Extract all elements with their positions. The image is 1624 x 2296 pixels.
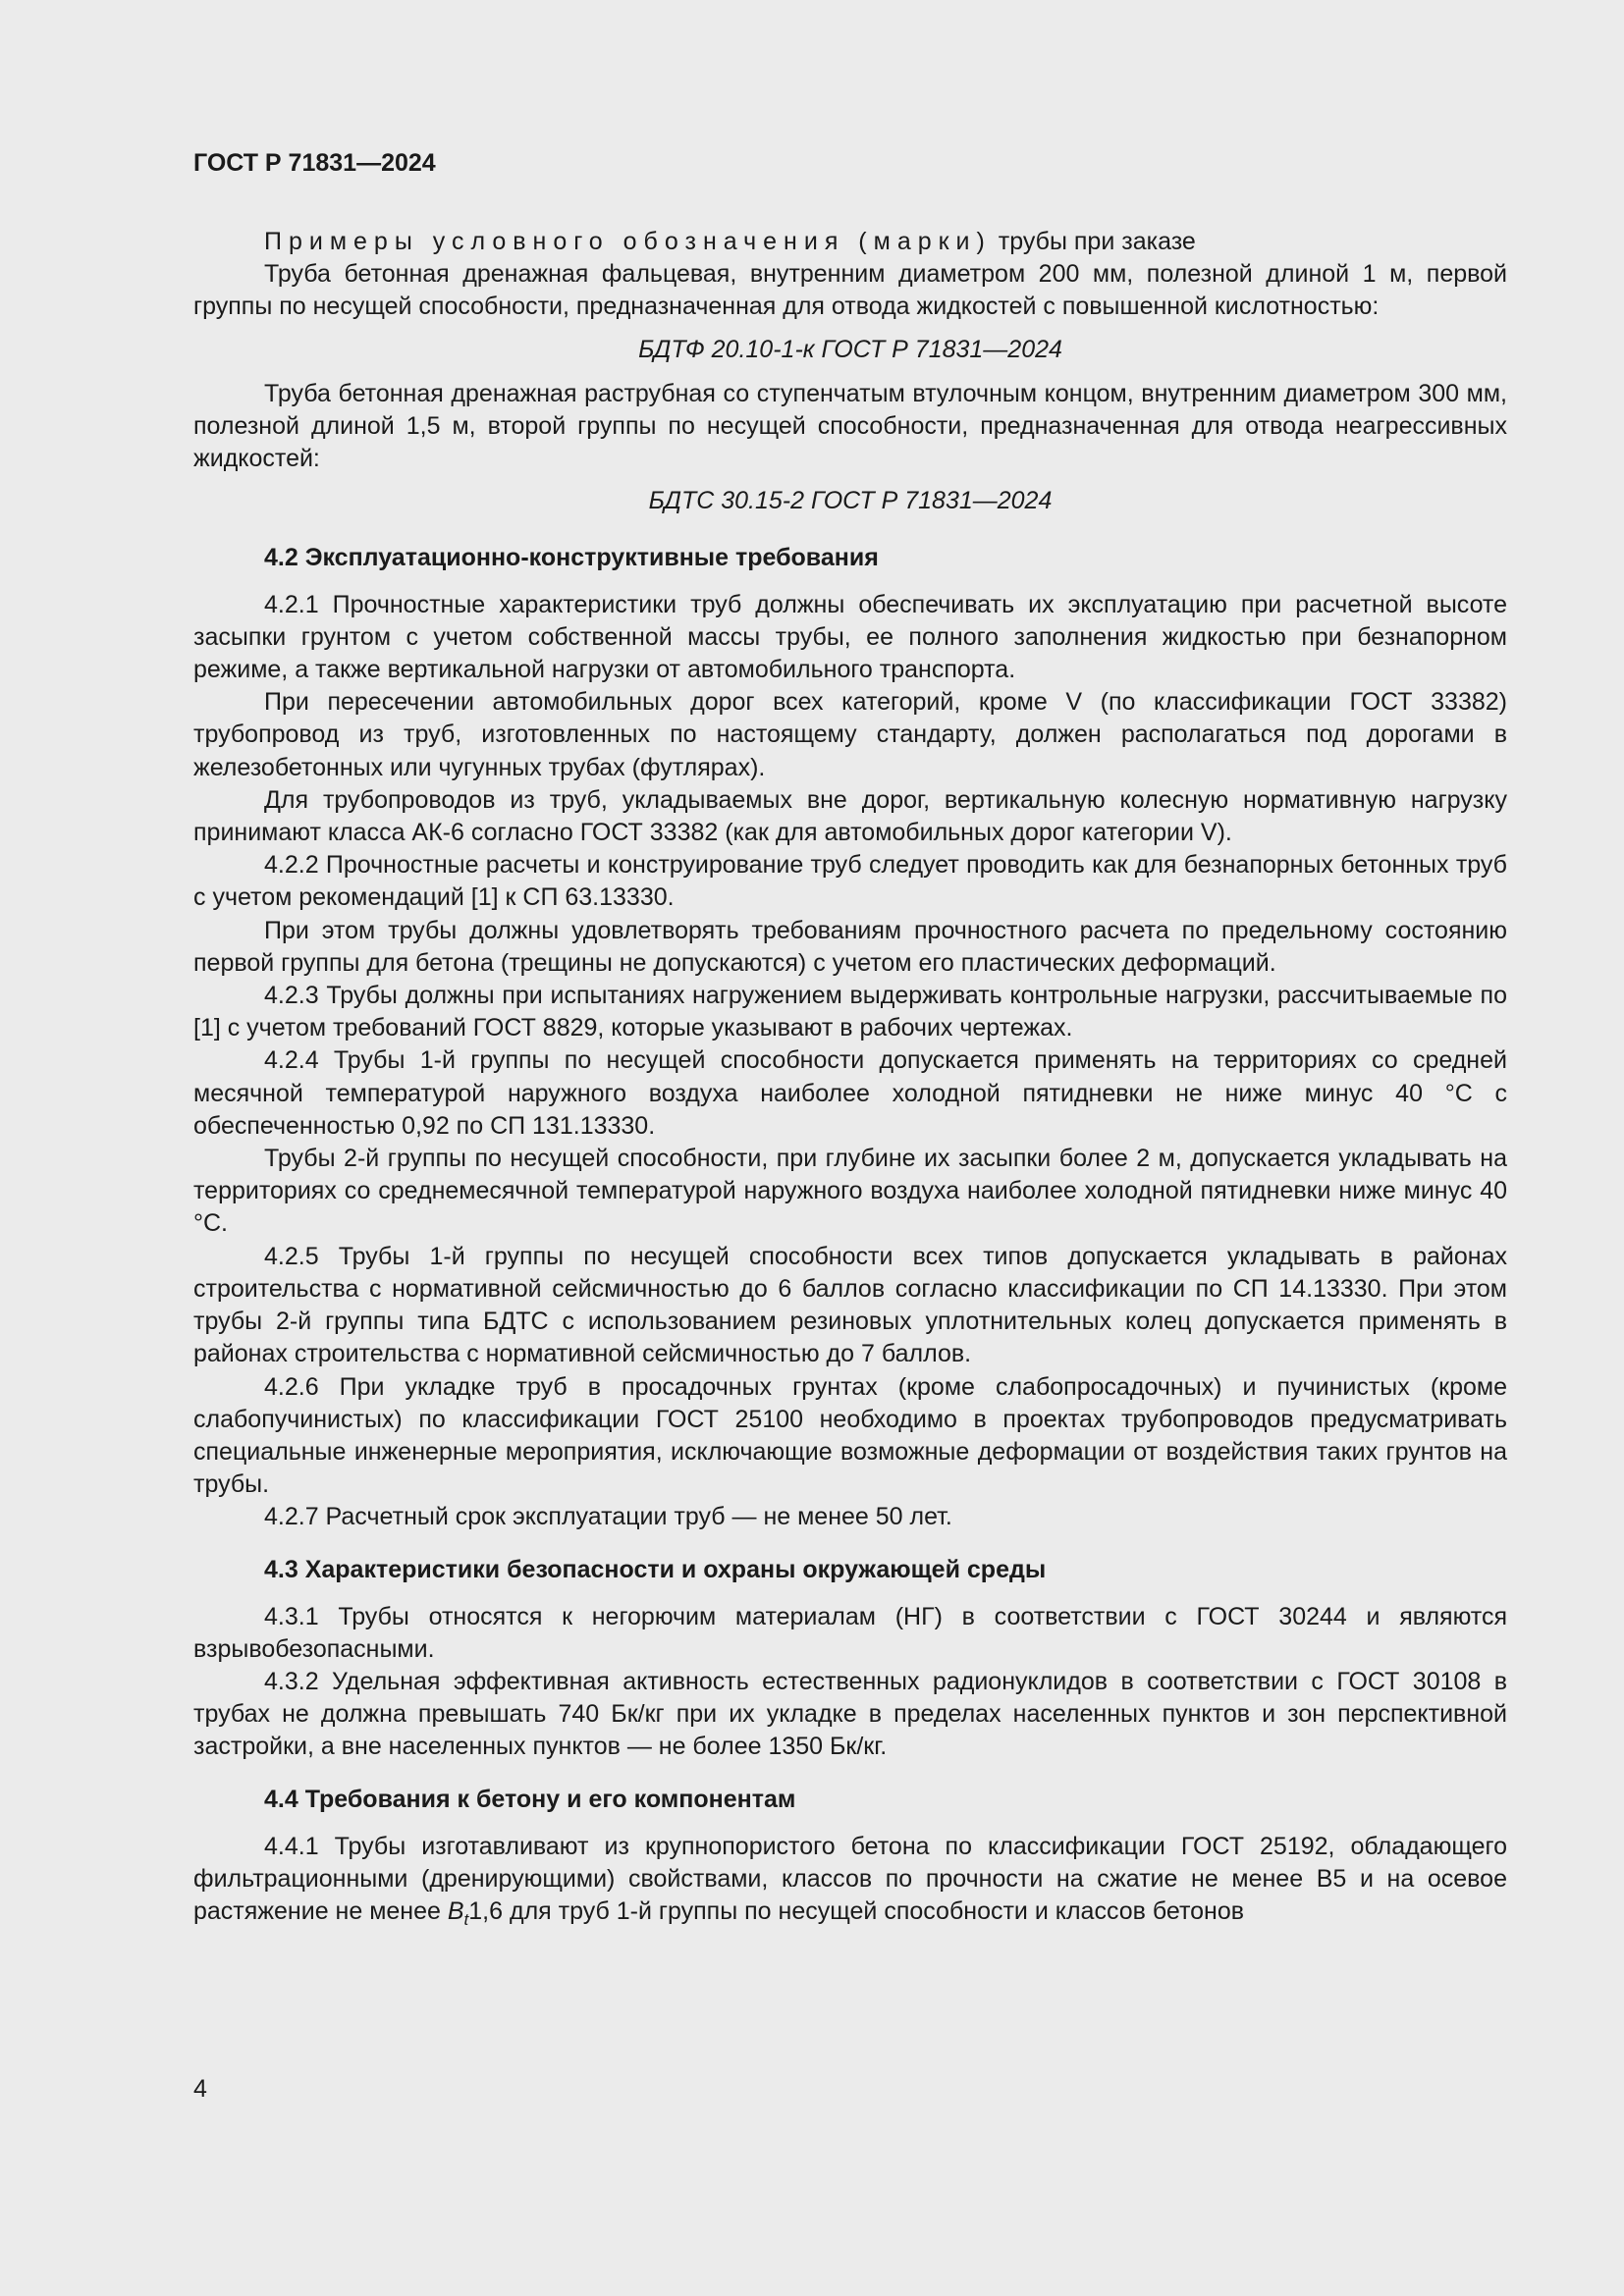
page-number: 4 bbox=[193, 2075, 207, 2103]
paragraph-4-2-4-b: Трубы 2-й группы по несущей способности, при глубине их засыпки более 2 м, допускается укладывать на территориях со среднемесячной температурой наружного воздуха наиболее холодной пятидневки ниже минус 40 °С. bbox=[193, 1145, 1507, 1238]
paragraph-4-2-1: 4.2.1 Прочностные характеристики труб должны обеспечивать их эксплуатацию при расчетной высоте засыпки грунтом с учетом собственной массы трубы, ее полного заполнения жидкостью при безнапорном режиме, а также вертикальной нагрузки от автомобильного транспорта. bbox=[193, 590, 1507, 684]
paragraph-4-4-1 bbox=[193, 1831, 1507, 1929]
example-2-mark: БДТС 30.15-2 ГОСТ Р 71831—2024 bbox=[648, 487, 1053, 515]
paragraph-4-2-5: 4.2.5 Трубы 1-й группы по несущей способности всех типов допускается укладывать в районах строительства с нормативной сейсмичностью до 6 баллов согласно классификации по СП 14.13330. При этом трубы 2-й группы типа БДТС с использованием резиновых уплотнительных колец допускается применять в районах строительства с нормативной сейсмичностью до 7 баллов. bbox=[193, 1242, 1507, 1368]
paragraph-4-2-7: 4.2.7 Расчетный срок эксплуатации труб — не менее 50 лет. bbox=[264, 1503, 952, 1531]
paragraph-4-3-2: 4.3.2 Удельная эффективная активность естественных радионуклидов в соответствии с ГОСТ 30108 в трубах не должна превышать 740 Бк/кг при их укладке в пределах населенных пунктов и зон перспективной застройки, а вне населенных пунктов — не более 1350 Бк/кг. bbox=[193, 1667, 1507, 1761]
examples-title-spaced: Примеры условного обозначения (марки) bbox=[264, 228, 992, 255]
paragraph-4-2-6: 4.2.6 При укладке труб в просадочных грунтах (кроме слабопросадочных) и пучинистых (кроме слабопучинистых) по классификации ГОСТ 25100 необходимо в проектах трубопроводов предусматривать специальные инженерные мероприятия, исключающие возможные деформации от воздействия таких грунтов на трубы. bbox=[193, 1372, 1507, 1499]
tensile-class-symbol: B bbox=[447, 1896, 464, 1925]
paragraph-4-2-1-b: При пересечении автомобильных дорог всех категорий, кроме V (по классификации ГОСТ 33382) трубопровод из труб, изготовленных по настоящему стандарту, должен располагаться под дорогами в железобетонных или чугунных трубах (футлярах). bbox=[193, 688, 1507, 781]
example-1-text: Труба бетонная дренажная фальцевая, внутренним диаметром 200 мм, полезной длиной 1 м, первой группы по несущей способности, предназначенная для отвода жидкостей с повышенной кислотностью: bbox=[193, 260, 1507, 321]
paragraph-4-3-1: 4.3.1 Трубы относятся к негорючим материалам (НГ) в соответствии с ГОСТ 30244 и являются взрывобезопасными. bbox=[193, 1602, 1507, 1663]
example-2-text: Труба бетонная дренажная раструбная со ступенчатым втулочным концом, внутренним диаметром 300 мм, полезной длиной 1,5 м, второй группы по несущей способности, предназначенная для отвода неагрессивных жидкостей: bbox=[193, 379, 1507, 473]
paragraph-4-2-4: 4.2.4 Трубы 1-й группы по несущей способности допускается применять на территориях со средней месячной температурой наружного воздуха наиболее холодной пятидневки не ниже минус 40 °С с обеспеченностью 0,92 по СП 131.13330. bbox=[193, 1046, 1507, 1140]
example-1-mark: БДТФ 20.10-1-к ГОСТ Р 71831—2024 bbox=[638, 335, 1062, 363]
paragraph-4-2-2: 4.2.2 Прочностные расчеты и конструирование труб следует проводить как для безнапорных бетонных труб с учетом рекомендаций [1] к СП 63.13330. bbox=[193, 851, 1507, 912]
paragraph-4-2-1-c: Для трубопроводов из труб, укладываемых вне дорог, вертикальную колесную нормативную нагрузку принимают класса АК-6 согласно ГОСТ 33382 (как для автомобильных дорог категории V). bbox=[193, 785, 1507, 847]
paragraph-4-2-3: 4.2.3 Трубы должны при испытаниях нагружением выдерживать контрольные нагрузки, рассчитываемые по [1] с учетом требований ГОСТ 8829, которые указывают в рабочих чертежах. bbox=[193, 982, 1507, 1042]
document-header: ГОСТ Р 71831—2024 bbox=[193, 149, 436, 177]
section-heading-4-4: 4.4 Требования к бетону и его компонентам bbox=[264, 1785, 796, 1813]
section-heading-4-3: 4.3 Характеристики безопасности и охраны окружающей среды bbox=[264, 1555, 1047, 1583]
examples-title-tail: трубы при заказе bbox=[991, 228, 1196, 255]
paragraph-4-2-2-b: При этом трубы должны удовлетворять требованиям прочностного расчета по предельному состоянию первой группы для бетона (трещины не допускаются) с учетом его пластических деформаций. bbox=[193, 916, 1507, 977]
paragraph-4-4-1-end: 1,6 для труб 1-й группы по несущей способности и классов бетонов bbox=[468, 1896, 1245, 1925]
paragraph-4-4-1-start: 4.4.1 Трубы изготавливают из крупнопористого бетона по классификации ГОСТ 25192, обладающего фильтрационными (дренирующими) свойствами, классов по прочности на сжатие не менее В5 и на осевое растяжение не менее bbox=[193, 1832, 1507, 1925]
examples-title bbox=[193, 226, 1507, 258]
tensile-class-subscript: t bbox=[463, 1909, 469, 1929]
page-content bbox=[193, 0, 1507, 1928]
section-heading-4-2: 4.2 Эксплуатационно-конструктивные требования bbox=[264, 543, 879, 571]
